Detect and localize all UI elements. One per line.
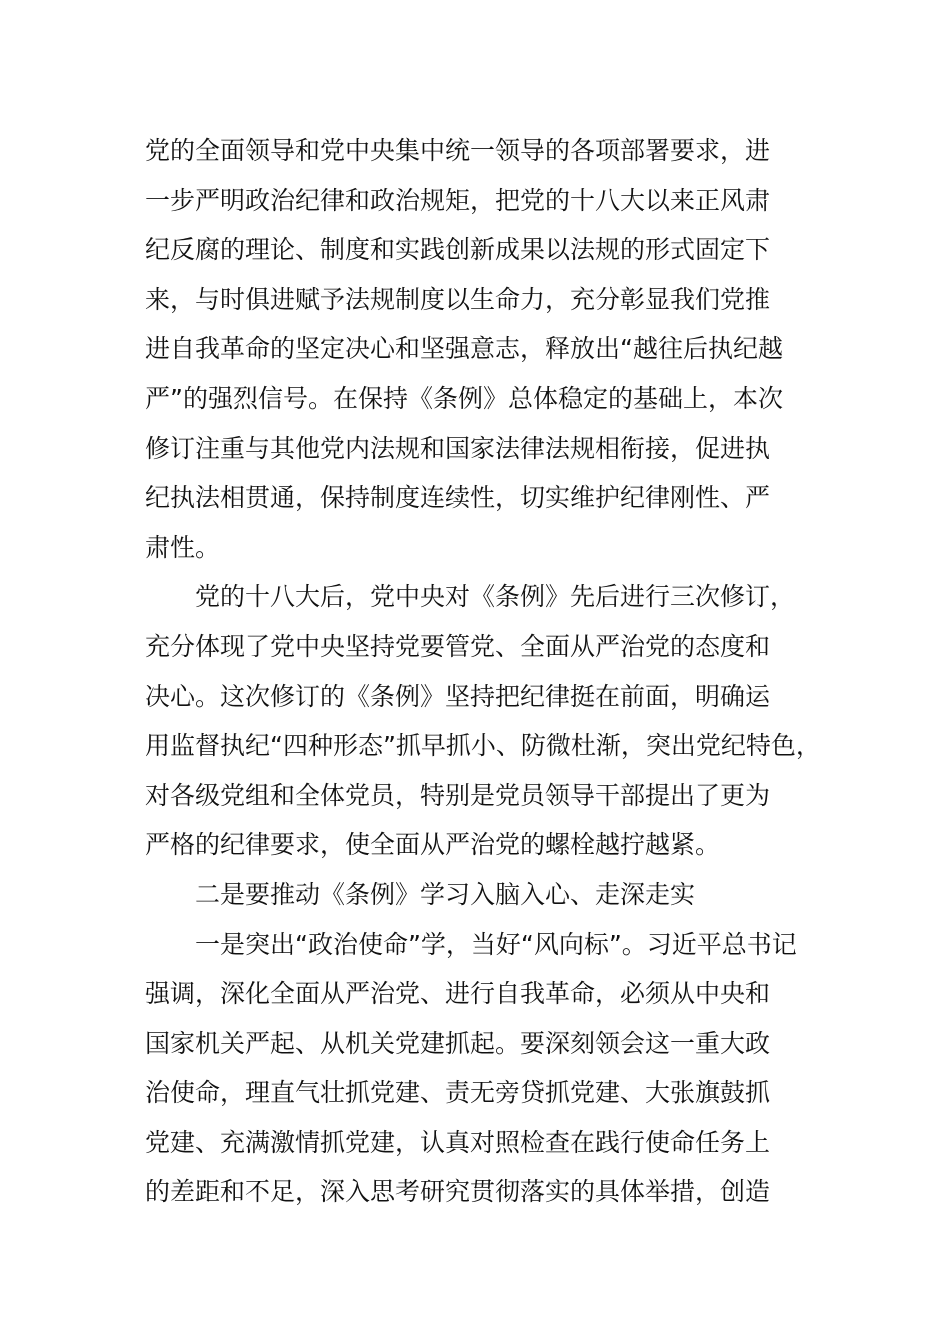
text-line: 党的全面领导和党中央集中统一领导的各项部署要求，进 xyxy=(145,136,771,165)
text-line: 用监督执纪“四种形态”抓早抓小、防微杜渐，突出党纪特色， xyxy=(145,731,821,761)
text-line: 进自我革命的坚定决心和坚强意志，释放出“越往后执纪越 xyxy=(145,334,783,364)
text-line: 党的十八大后，党中央对《条例》先后进行三次修订， xyxy=(195,582,796,612)
text-line: 纪执法相贯通，保持制度连续性，切实维护纪律刚性、严 xyxy=(145,483,771,513)
text-line: 来，与时俱进赋予法规制度以生命力，充分彰显我们党推 xyxy=(145,284,771,314)
text-line: 一步严明政治纪律和政治规矩，把党的十八大以来正风肃 xyxy=(145,185,771,215)
text-line: 修订注重与其他党内法规和国家法律法规相衔接，促进执 xyxy=(145,433,771,463)
text-line: 严”的强烈信号。在保持《条例》总体稳定的基础上，本次 xyxy=(145,383,783,413)
text-line: 国家机关严起、从机关党建抓起。要深刻领会这一重大政 xyxy=(145,1028,771,1058)
text-line: 二是要推动《条例》学习入脑入心、走深走实 xyxy=(195,879,696,909)
paragraph-p3 xyxy=(145,870,835,920)
text-line: 纪反腐的理论、制度和实践创新成果以法规的形式固定下 xyxy=(145,235,771,265)
text-line: 充分体现了党中央坚持党要管党、全面从严治党的态度和 xyxy=(145,631,771,661)
text-line: 强调，深化全面从严治党、进行自我革命，必须从中央和 xyxy=(145,979,771,1009)
text-line: 肃性。 xyxy=(145,532,221,562)
text-line: 的差距和不足，深入思考研究贯彻落实的具体举措，创造 xyxy=(145,1177,771,1207)
paragraph-p4 xyxy=(145,920,835,1218)
text-line: 一是突出“政治使命”学，当好“风向标”。习近平总书记 xyxy=(195,929,797,959)
paragraph-p1 xyxy=(145,126,835,572)
text-line: 党建、充满激情抓党建，认真对照检查在践行使命任务上 xyxy=(145,1127,771,1157)
text-line: 对各级党组和全体党员，特别是党员领导干部提出了更为 xyxy=(145,780,771,810)
text-line: 治使命，理直气壮抓党建、责无旁贷抓党建、大张旗鼓抓 xyxy=(145,1078,771,1108)
document-body xyxy=(145,126,835,1217)
text-line: 严格的纪律要求，使全面从严治党的螺栓越拧越紧。 xyxy=(145,830,721,860)
paragraph-p2 xyxy=(145,572,835,870)
text-line: 决心。这次修订的《条例》坚持把纪律挺在前面，明确运 xyxy=(145,681,771,711)
